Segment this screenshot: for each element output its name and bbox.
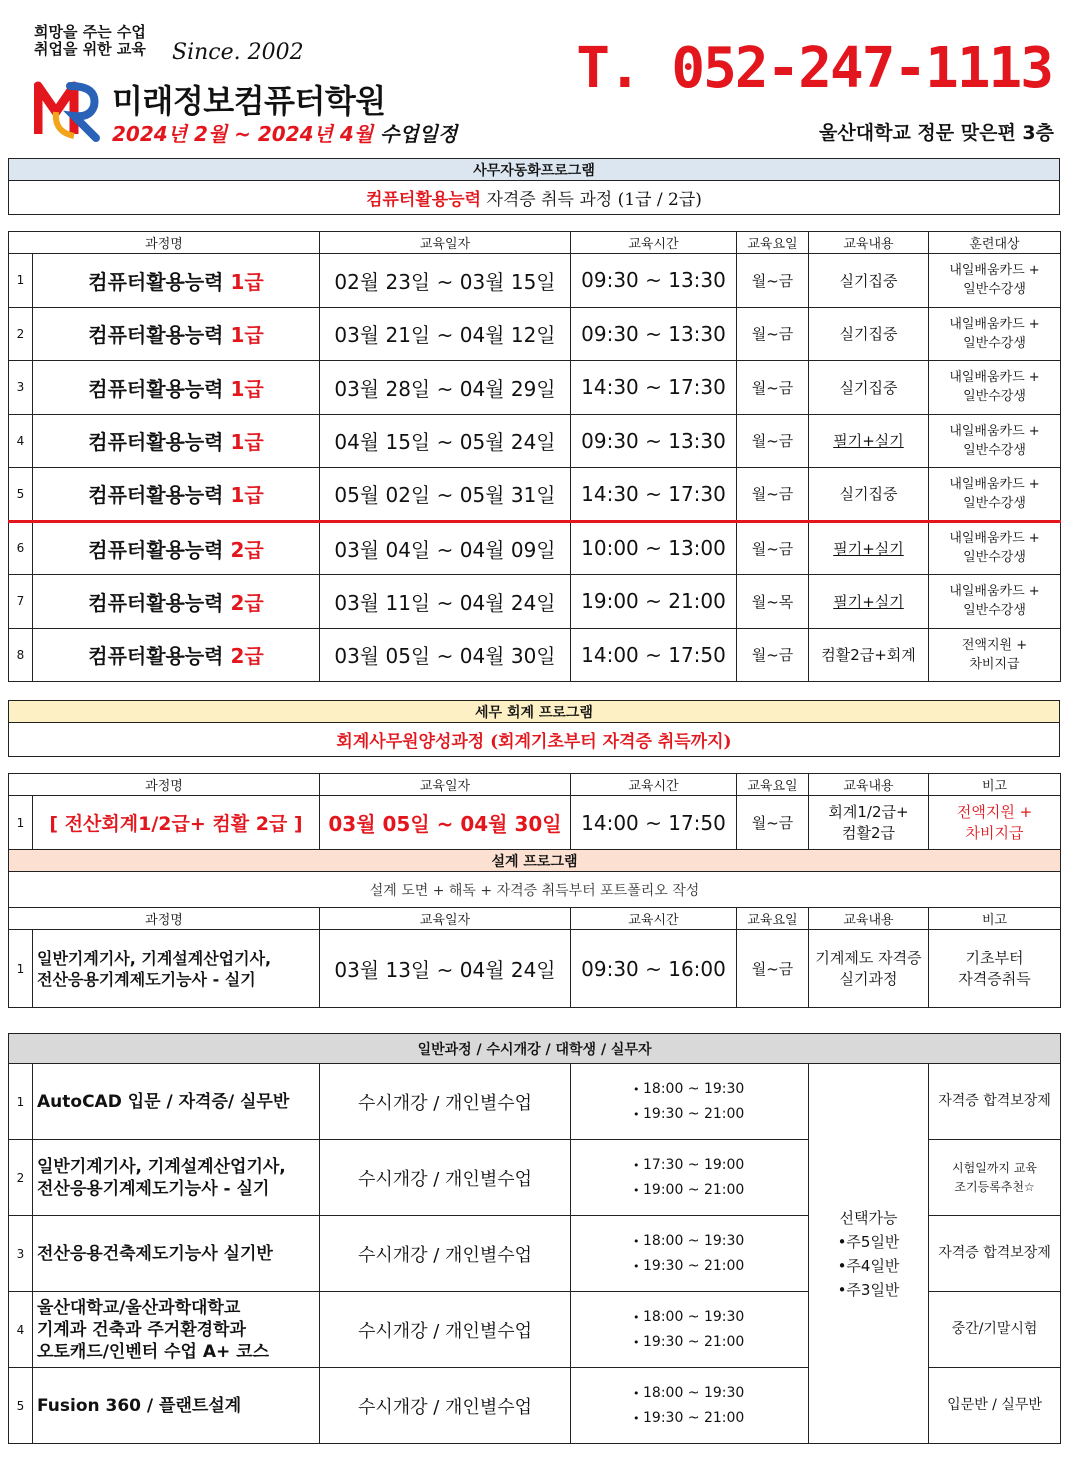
course-days: 월~금 [737, 361, 809, 415]
course-times [571, 1064, 809, 1140]
table-row [9, 796, 1061, 850]
col-target: 훈련대상 [929, 232, 1061, 254]
course-level: 1급 [230, 269, 264, 294]
course-title: 컴퓨터활용능력 [88, 323, 231, 348]
course-content: 필기+실기 [809, 521, 929, 575]
course-name [33, 307, 320, 361]
note-line-2: 차비지급 [965, 823, 1024, 842]
course-level: 1급 [230, 376, 264, 401]
row-number: 3 [9, 1216, 33, 1292]
section4-title: 일반과정 / 수시개강 / 대학생 / 실무자 [9, 1034, 1061, 1064]
col-time: 교육시간 [571, 774, 737, 796]
col-course: 과정명 [9, 908, 320, 930]
row-number: 4 [9, 414, 33, 468]
course-days: 월~금 [737, 930, 809, 1008]
section2-3-table [8, 773, 1061, 1008]
option-line2: •주5일반 [837, 1232, 900, 1251]
target-line-1: 내일배움카드 + [949, 531, 1040, 547]
course-name [33, 414, 320, 468]
course-line: AutoCAD 입문 / 자격증/ 실무반 [37, 1091, 290, 1112]
course-days: 월~금 [737, 468, 809, 522]
course-time: 14:30 ~ 17:30 [571, 468, 737, 522]
course-note [929, 1292, 1061, 1368]
course-time: 09:30 ~ 13:30 [571, 254, 737, 308]
col-course: 과정명 [9, 774, 320, 796]
course-days: 월~금 [737, 796, 809, 850]
table-row [9, 361, 1061, 415]
period-range: 2024년 2월 ~ 2024년 4월 [112, 122, 374, 146]
course-target [929, 575, 1061, 629]
time-slot-1: • 18:00 ~ 19:30 [633, 1305, 808, 1330]
course-line-1: 일반기계기사, 기계설계산업기사, [37, 948, 272, 968]
course-content: 실기집중 [809, 468, 929, 522]
course-content: 실기집중 [809, 254, 929, 308]
course-name [33, 1368, 320, 1444]
course-time: 09:30 ~ 13:30 [571, 414, 737, 468]
col-content: 교육내용 [809, 232, 929, 254]
time-slot-1: • 18:00 ~ 19:30 [633, 1077, 808, 1102]
option-line4: •주3일반 [837, 1280, 900, 1299]
section3-title: 설계 프로그램 [9, 850, 1061, 872]
row-number: 5 [9, 468, 33, 522]
option-line3: •주4일반 [837, 1256, 900, 1275]
time-slot-2: • 19:30 ~ 21:00 [633, 1406, 808, 1431]
course-name [33, 1064, 320, 1140]
row-number: 4 [9, 1292, 33, 1368]
row-number: 2 [9, 1140, 33, 1216]
course-line: Fusion 360 / 플랜트설계 [37, 1395, 242, 1416]
course-note [929, 1368, 1061, 1444]
section1-title: 사무자동화프로그램 [9, 159, 1060, 181]
section1-column-header [9, 232, 1061, 254]
phone-number[interactable]: T. 052-247-1113 [576, 36, 1052, 101]
col-note: 비고 [929, 908, 1061, 930]
course-dates: 03월 13일 ~ 04월 24일 [320, 930, 571, 1008]
target-line-2: 일반수강생 [963, 282, 1026, 298]
row-number: 1 [9, 254, 33, 308]
course-time: 14:00 ~ 17:50 [571, 628, 737, 682]
col-time: 교육시간 [571, 232, 737, 254]
course-note [929, 796, 1061, 850]
section3-column-header [9, 908, 1061, 930]
course-title: 컴퓨터활용능력 [88, 269, 231, 294]
course-target [929, 254, 1061, 308]
course-line: 전산응용건축제도기능사 실기반 [37, 1243, 273, 1264]
row-number: 7 [9, 575, 33, 629]
row-number: 3 [9, 361, 33, 415]
slogan [34, 24, 146, 58]
course-schedule: 수시개강 / 개인별수업 [320, 1064, 571, 1140]
table-row [9, 468, 1061, 522]
course-times [571, 1216, 809, 1292]
course-content: 컴활2급+회계 [809, 628, 929, 682]
course-note [929, 1064, 1061, 1140]
course-name [33, 1140, 320, 1216]
course-title: 컴퓨터활용능력 [88, 430, 231, 455]
col-dates: 교육일자 [320, 232, 571, 254]
course-content: 필기+실기 [809, 575, 929, 629]
course-times [571, 1292, 809, 1368]
course-time: 14:30 ~ 17:30 [571, 361, 737, 415]
schedule-period [112, 118, 457, 147]
academy-name: 미래정보컴퓨터학원 [112, 82, 386, 120]
address: 울산대학교 정문 맞은편 3층 [819, 122, 1054, 144]
table-row [9, 414, 1061, 468]
course-level: 1급 [230, 430, 264, 455]
course-target [929, 414, 1061, 468]
course-level: 2급 [230, 644, 264, 669]
course-title: 컴퓨터활용능력 [88, 537, 231, 562]
course-level: 2급 [230, 590, 264, 615]
section1-subtitle [9, 181, 1060, 215]
note-line-1: 전액지원 + [956, 802, 1033, 821]
course-target [929, 628, 1061, 682]
course-target [929, 361, 1061, 415]
row-number: 1 [9, 796, 33, 850]
content-line-2: 컴활2급 [841, 823, 895, 842]
time-slot-2: • 19:00 ~ 21:00 [633, 1178, 808, 1203]
note-line: 자격증 합격보장제 [938, 1093, 1051, 1109]
course-schedule: 수시개강 / 개인별수업 [320, 1368, 571, 1444]
target-line-1: 내일배움카드 + [949, 423, 1040, 439]
course-dates: 02월 23일 ~ 03월 15일 [320, 254, 571, 308]
course-name [33, 521, 320, 575]
note-line: 시험일까지 교육 [952, 1160, 1038, 1175]
target-line-2: 일반수강생 [963, 550, 1026, 566]
course-level: 2급 [230, 537, 264, 562]
course-days: 월~금 [737, 307, 809, 361]
section1-rows [9, 254, 1061, 682]
col-time: 교육시간 [571, 908, 737, 930]
slogan-line-2: 취업을 위한 교육 [34, 40, 146, 58]
row-number: 2 [9, 307, 33, 361]
target-line-2: 일반수강생 [963, 442, 1026, 458]
target-line-1: 내일배움카드 + [949, 316, 1040, 332]
course-schedule: 수시개강 / 개인별수업 [320, 1216, 571, 1292]
target-line-2: 일반수강생 [963, 389, 1026, 405]
section3-subtitle: 설계 도면 + 해독 + 자격증 취득부터 포트폴리오 작성 [9, 872, 1061, 908]
target-line-1: 내일배움카드 + [949, 584, 1040, 600]
course-line: 오토캐드/인벤터 수업 A+ 코스 [37, 1341, 270, 1362]
target-line-2: 일반수강생 [963, 495, 1026, 511]
col-days: 교육요일 [737, 908, 809, 930]
time-slot-2: • 19:30 ~ 21:00 [633, 1254, 808, 1279]
since-label: Since. 2002 [172, 40, 304, 65]
row-number: 1 [9, 930, 33, 1008]
time-slot-1: • 17:30 ~ 19:00 [633, 1153, 808, 1178]
course-level: 1급 [230, 483, 264, 508]
page-header [0, 0, 1066, 150]
time-slot-2: • 19:30 ~ 21:00 [633, 1102, 808, 1127]
course-name [33, 1216, 320, 1292]
target-line-1: 전액지원 + [961, 637, 1028, 653]
course-dates: 03월 21일 ~ 04월 12일 [320, 307, 571, 361]
course-title: 컴퓨터활용능력 [88, 483, 231, 508]
class-options [809, 1064, 929, 1444]
note-line: 조기등록추천☆ [954, 1179, 1035, 1194]
course-target [929, 468, 1061, 522]
col-course: 과정명 [9, 232, 320, 254]
course-dates: 03월 05일 ~ 04월 30일 [320, 796, 571, 850]
course-dates: 04월 15일 ~ 05월 24일 [320, 414, 571, 468]
section2-subtitle: 회계사무원양성과정 (회계기초부터 자격증 취득까지) [9, 723, 1060, 757]
table-row [9, 930, 1061, 1008]
course-dates: 05월 02일 ~ 05월 31일 [320, 468, 571, 522]
note-line: 입문반 / 실무반 [947, 1397, 1042, 1413]
period-suffix: 수업일정 [380, 122, 458, 146]
time-slot-1: • 18:00 ~ 19:30 [633, 1381, 808, 1406]
col-note: 비고 [929, 774, 1061, 796]
course-time: 09:30 ~ 13:30 [571, 307, 737, 361]
target-line-2: 차비지급 [969, 656, 1020, 672]
target-line-2: 일반수강생 [963, 335, 1026, 351]
col-days: 교육요일 [737, 774, 809, 796]
course-line: 일반기계기사, 기계설계산업기사, [37, 1156, 286, 1177]
time-slot-2: • 19:30 ~ 21:00 [633, 1330, 808, 1355]
course-title: 컴퓨터활용능력 [88, 376, 231, 401]
table-row [9, 575, 1061, 629]
course-name [33, 468, 320, 522]
row-number: 1 [9, 1064, 33, 1140]
note-line-1: 기초부터 [965, 948, 1024, 967]
col-dates: 교육일자 [320, 774, 571, 796]
target-line-1: 내일배움카드 + [949, 476, 1040, 492]
course-level: 1급 [230, 323, 264, 348]
academy-logo-icon [34, 72, 104, 142]
course-name [33, 930, 320, 1008]
course-content [809, 796, 929, 850]
course-note [929, 930, 1061, 1008]
col-dates: 교육일자 [320, 908, 571, 930]
course-target [929, 521, 1061, 575]
course-dates: 03월 04일 ~ 04월 09일 [320, 521, 571, 575]
content-line-1: 기계제도 자격증 [815, 948, 922, 967]
course-days: 월~목 [737, 575, 809, 629]
time-slot-1: • 18:00 ~ 19:30 [633, 1229, 808, 1254]
course-time: 19:00 ~ 21:00 [571, 575, 737, 629]
col-days: 교육요일 [737, 232, 809, 254]
row-number: 8 [9, 628, 33, 682]
course-dates: 03월 05일 ~ 04월 30일 [320, 628, 571, 682]
row-number: 6 [9, 521, 33, 575]
col-content: 교육내용 [809, 908, 929, 930]
table-row [9, 307, 1061, 361]
slogan-line-1: 희망을 주는 수업 [34, 23, 146, 41]
row-number: 5 [9, 1368, 33, 1444]
option-line1: 선택가능 [839, 1208, 898, 1227]
course-name [33, 361, 320, 415]
course-days: 월~금 [737, 414, 809, 468]
note-line-2: 자격증취득 [958, 969, 1031, 988]
course-name [33, 628, 320, 682]
course-days: 월~금 [737, 521, 809, 575]
table-row [9, 628, 1061, 682]
course-content: 실기집중 [809, 361, 929, 415]
content-line-2: 실기과정 [839, 969, 898, 988]
section1-subtitle-highlight: 컴퓨터활용능력 [366, 190, 482, 210]
course-target [929, 307, 1061, 361]
course-times [571, 1368, 809, 1444]
section2-title-table [8, 700, 1060, 757]
course-schedule: 수시개강 / 개인별수업 [320, 1292, 571, 1368]
table-row [9, 254, 1061, 308]
course-days: 월~금 [737, 628, 809, 682]
course-content: 실기집중 [809, 307, 929, 361]
course-note [929, 1140, 1061, 1216]
target-line-1: 내일배움카드 + [949, 370, 1040, 386]
course-days: 월~금 [737, 254, 809, 308]
section4-table [8, 1033, 1061, 1444]
section2-title: 세무 회계 프로그램 [9, 701, 1060, 723]
target-line-1: 내일배움카드 + [949, 263, 1040, 279]
course-note [929, 1216, 1061, 1292]
course-content [809, 930, 929, 1008]
section1-title-table [8, 158, 1060, 215]
course-line-2: 전산응용기계제도기능사 - 실기 [37, 969, 256, 989]
course-name: [ 전산회계1/2급+ 컴활 2급 ] [33, 796, 320, 850]
course-name [33, 1292, 320, 1368]
section4-rows [9, 1064, 1061, 1444]
target-line-2: 일반수강생 [963, 603, 1026, 619]
note-line: 중간/기말시험 [951, 1321, 1038, 1337]
course-time: 14:00 ~ 17:50 [571, 796, 737, 850]
section1-subtitle-rest: 자격증 취득 과정 (1급 / 2급) [481, 190, 702, 210]
course-line: 기계과 건축과 주거환경학과 [37, 1319, 246, 1340]
table-row [9, 521, 1061, 575]
course-dates: 03월 28일 ~ 04월 29일 [320, 361, 571, 415]
course-line: 울산대학교/울산과학대학교 [37, 1297, 241, 1318]
course-content: 필기+실기 [809, 414, 929, 468]
content-line-1: 회계1/2급+ [828, 802, 909, 821]
course-schedule: 수시개강 / 개인별수업 [320, 1140, 571, 1216]
course-title: 컴퓨터활용능력 [88, 590, 231, 615]
course-times [571, 1140, 809, 1216]
course-dates: 03월 11일 ~ 04월 24일 [320, 575, 571, 629]
course-time: 10:00 ~ 13:00 [571, 521, 737, 575]
section2-column-header [9, 774, 1061, 796]
note-line: 자격증 합격보장제 [938, 1245, 1051, 1261]
col-content: 교육내용 [809, 774, 929, 796]
course-line: 전산응용기계제도기능사 - 실기 [37, 1178, 270, 1199]
table-row [9, 1064, 1061, 1140]
course-title: 컴퓨터활용능력 [88, 644, 231, 669]
course-time: 09:30 ~ 16:00 [571, 930, 737, 1008]
section1-course-table [8, 231, 1061, 682]
course-name [33, 254, 320, 308]
course-name [33, 575, 320, 629]
